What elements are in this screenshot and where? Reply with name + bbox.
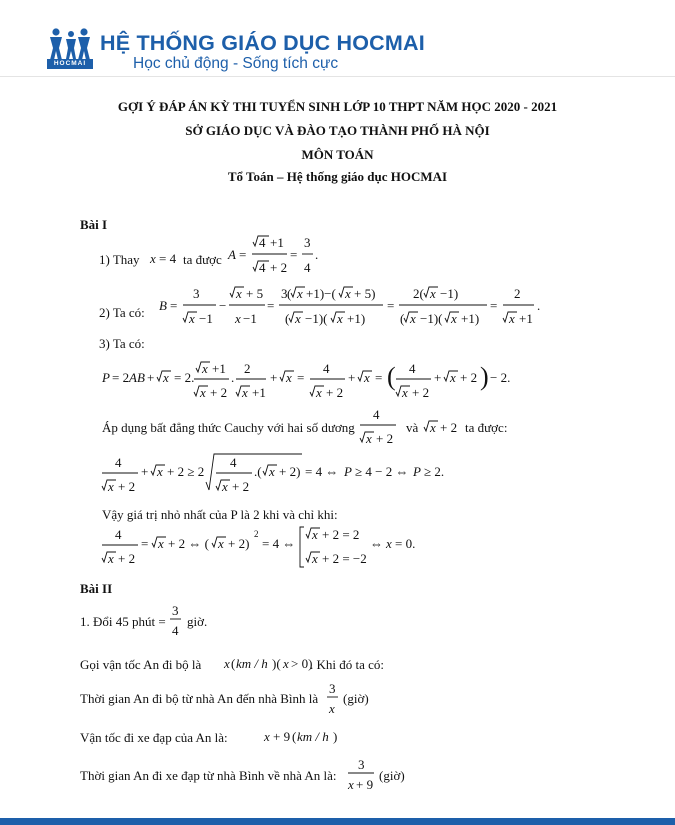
math-x-eq-4 bbox=[150, 250, 180, 266]
bai2-l3-prefix: Thời gian An đi bộ từ nhà An đến nhà Bình là bbox=[80, 691, 319, 706]
svg-text:x: x bbox=[222, 479, 228, 494]
svg-text:A: A bbox=[228, 247, 236, 262]
svg-text:x: x bbox=[236, 286, 242, 301]
svg-text:x: x bbox=[108, 479, 114, 494]
svg-text:−1)(: −1)( bbox=[305, 311, 328, 326]
svg-text:+1): +1) bbox=[461, 311, 480, 326]
math-3-over-4 bbox=[170, 604, 184, 640]
svg-text:−1: −1 bbox=[243, 311, 257, 326]
math-cauchy-inequality bbox=[102, 452, 462, 498]
svg-text:4: 4 bbox=[304, 260, 311, 275]
svg-text:+1: +1 bbox=[212, 361, 226, 376]
svg-text:+ 9: + 9 bbox=[356, 777, 374, 792]
svg-text:x: x bbox=[345, 286, 351, 301]
svg-text:P: P bbox=[102, 370, 110, 385]
bai2-l5-suffix: (giờ) bbox=[379, 768, 405, 783]
svg-text:x: x bbox=[348, 777, 354, 792]
math-3-over-x-plus-9 bbox=[348, 758, 378, 794]
svg-text:x: x bbox=[189, 311, 195, 326]
svg-text:4: 4 bbox=[323, 361, 330, 376]
math-eq-b bbox=[159, 282, 559, 332]
bai1-p3-prefix: 3) Ta có: bbox=[99, 336, 145, 351]
hocmai-logo-icon bbox=[47, 28, 93, 62]
svg-text:4: 4 bbox=[259, 235, 266, 250]
section-heading-bai2: Bài II bbox=[80, 581, 113, 596]
svg-text:=: = bbox=[490, 298, 498, 313]
svg-text:x: x bbox=[430, 286, 436, 301]
bai1-p1-mid: ta được bbox=[183, 252, 222, 267]
svg-text:P: P bbox=[344, 464, 352, 479]
doc-title-line3: MÔN TOÁN bbox=[301, 147, 374, 162]
math-equality-condition bbox=[102, 524, 442, 570]
svg-text:4: 4 bbox=[409, 361, 416, 376]
svg-text:+ 2: + 2 bbox=[210, 385, 228, 400]
svg-text:x: x bbox=[163, 370, 169, 385]
svg-text:≥ 4 − 2 ⇔: ≥ 4 − 2 ⇔ bbox=[355, 464, 409, 479]
math-eq-a bbox=[228, 234, 338, 278]
svg-text:+ 2: + 2 bbox=[118, 551, 136, 566]
bai2-l4-prefix: Vận tốc đi xe đạp của An là: bbox=[80, 730, 228, 745]
svg-text:km / h: km / h bbox=[297, 729, 329, 744]
math-3-over-x bbox=[327, 682, 341, 718]
svg-text:x: x bbox=[410, 311, 416, 326]
svg-text:+ 2 ≥ 2: + 2 ≥ 2 bbox=[167, 464, 205, 479]
svg-text:(: ( bbox=[400, 311, 405, 326]
bai1-p1-prefix: 1) Thay bbox=[99, 252, 140, 267]
doc-title-line4: Tổ Toán – Hệ thống giáo dục HOCMAI bbox=[227, 169, 448, 184]
math-eq-p bbox=[102, 358, 542, 404]
svg-text:): ) bbox=[480, 362, 489, 391]
svg-text:=: = bbox=[387, 298, 395, 313]
svg-text:x: x bbox=[283, 656, 289, 671]
svg-text:(: ( bbox=[231, 656, 236, 671]
svg-text:+1): +1) bbox=[347, 311, 366, 326]
svg-text:=: = bbox=[375, 370, 383, 385]
svg-text:P: P bbox=[413, 464, 421, 479]
svg-text:3: 3 bbox=[358, 757, 365, 772]
svg-text:⇔: ⇔ bbox=[370, 536, 383, 551]
svg-text:= 4: = 4 bbox=[159, 251, 177, 266]
svg-text:x: x bbox=[312, 551, 318, 566]
svg-text:x: x bbox=[402, 385, 408, 400]
svg-text:(: ( bbox=[292, 729, 297, 744]
svg-text:=: = bbox=[290, 247, 298, 262]
svg-text:= 4 ⇔: = 4 ⇔ bbox=[305, 464, 339, 479]
svg-text:+ 5): + 5) bbox=[354, 286, 376, 301]
svg-text:2: 2 bbox=[514, 286, 521, 301]
cauchy-prefix: Áp dụng bất đẳng thức Cauchy với hai số dương bbox=[102, 420, 355, 435]
svg-text:4: 4 bbox=[115, 527, 122, 542]
svg-text:(: ( bbox=[287, 286, 292, 301]
svg-text:+: + bbox=[141, 464, 149, 479]
svg-text:= 2: = 2 bbox=[112, 370, 130, 385]
svg-text:+: + bbox=[270, 370, 278, 385]
svg-text:+ 2: + 2 bbox=[118, 479, 136, 494]
svg-text:4: 4 bbox=[172, 623, 179, 638]
svg-text:≥ 2.: ≥ 2. bbox=[424, 464, 445, 479]
svg-text:= 0.: = 0. bbox=[395, 536, 416, 551]
slogan: Học chủ động - Sống tích cực bbox=[133, 55, 339, 72]
svg-text:− 2.: − 2. bbox=[490, 370, 511, 385]
svg-text:x: x bbox=[316, 385, 322, 400]
svg-text:4: 4 bbox=[259, 260, 266, 275]
svg-text:4: 4 bbox=[230, 455, 237, 470]
svg-text:+ 2): + 2) bbox=[228, 536, 250, 551]
svg-text:(: ( bbox=[387, 362, 396, 391]
svg-text:x: x bbox=[386, 536, 392, 551]
svg-text:x: x bbox=[364, 370, 370, 385]
svg-text:3: 3 bbox=[172, 603, 179, 618]
svg-text:+1: +1 bbox=[270, 235, 284, 250]
svg-text:(: ( bbox=[285, 311, 290, 326]
math-bike-velocity bbox=[264, 725, 344, 745]
doc-title-line1: GỢI Ý ĐÁP ÁN KỲ THI TUYỂN SINH LỚP 10 THPT NĂM HỌC 2020 - 2021 bbox=[117, 99, 558, 114]
svg-text:4: 4 bbox=[373, 407, 380, 422]
svg-text:+1: +1 bbox=[519, 311, 533, 326]
svg-text:+ 2: + 2 bbox=[270, 260, 288, 275]
svg-text:=: = bbox=[239, 247, 247, 262]
svg-text:x: x bbox=[218, 536, 224, 551]
brand-name: HỆ THỐNG GIÁO DỤC HOCMAI bbox=[100, 31, 425, 55]
doc-title-line2: SỞ GIÁO DỤC VÀ ĐÀO TẠO THÀNH PHỐ HÀ NỘI bbox=[185, 123, 490, 138]
svg-text:+ 2 = −2: + 2 = −2 bbox=[322, 551, 367, 566]
svg-text:x: x bbox=[108, 551, 114, 566]
svg-text:x: x bbox=[202, 361, 208, 376]
svg-text:+ 2 ⇔ (: + 2 ⇔ ( bbox=[168, 536, 209, 551]
footer-bar bbox=[0, 818, 675, 825]
svg-text:+ 2: + 2 bbox=[376, 431, 394, 446]
svg-text:x: x bbox=[200, 385, 206, 400]
svg-text:x: x bbox=[337, 311, 343, 326]
svg-text:+ 9: + 9 bbox=[273, 729, 291, 744]
svg-text:3: 3 bbox=[193, 286, 200, 301]
svg-text:2: 2 bbox=[244, 361, 251, 376]
svg-text:3: 3 bbox=[329, 681, 336, 696]
bai2-l3-suffix: (giờ) bbox=[343, 691, 369, 706]
svg-text:x: x bbox=[509, 311, 515, 326]
math-4-over-sqrtx2 bbox=[360, 406, 404, 450]
svg-text:x: x bbox=[235, 311, 241, 326]
svg-text:+: + bbox=[147, 370, 155, 385]
svg-text:+ 2: + 2 bbox=[232, 479, 250, 494]
svg-text:4: 4 bbox=[115, 455, 122, 470]
svg-text:+ 2: + 2 bbox=[412, 385, 430, 400]
svg-text:x: x bbox=[224, 656, 230, 671]
svg-text:AB: AB bbox=[129, 370, 145, 385]
svg-text:+: + bbox=[348, 370, 356, 385]
bai2-l2-prefix: Gọi vận tốc An đi bộ là bbox=[80, 657, 202, 672]
svg-text:+1: +1 bbox=[252, 385, 266, 400]
svg-text:+ 2): + 2) bbox=[279, 464, 301, 479]
svg-text:x: x bbox=[150, 251, 156, 266]
svg-text:+ 2: + 2 bbox=[326, 385, 344, 400]
svg-text:x: x bbox=[286, 370, 292, 385]
svg-text:+ 2: + 2 bbox=[460, 370, 478, 385]
section-heading-bai1: Bài I bbox=[80, 217, 108, 232]
svg-text:x: x bbox=[295, 311, 301, 326]
svg-text:)(: )( bbox=[272, 656, 281, 671]
svg-text:x: x bbox=[264, 729, 270, 744]
svg-text:x: x bbox=[297, 286, 303, 301]
svg-text:x: x bbox=[242, 385, 248, 400]
svg-text:= 4 ⇔: = 4 ⇔ bbox=[262, 536, 296, 551]
min-value-line: Vậy giá trị nhỏ nhất của P là 2 khi và chỉ khi: bbox=[102, 507, 338, 522]
svg-text:= 2.: = 2. bbox=[174, 370, 195, 385]
cauchy-mid: và bbox=[406, 420, 419, 435]
header-divider bbox=[0, 76, 675, 77]
svg-text:3: 3 bbox=[304, 235, 311, 250]
svg-text:km / h: km / h bbox=[236, 656, 268, 671]
svg-text:x: x bbox=[450, 370, 456, 385]
svg-text:.: . bbox=[231, 370, 235, 385]
svg-text:−: − bbox=[219, 298, 227, 313]
svg-text:): ) bbox=[333, 729, 338, 744]
svg-text:+ 5: + 5 bbox=[246, 286, 264, 301]
cauchy-suffix: ta được: bbox=[465, 420, 508, 435]
bai1-p2-prefix: 2) Ta có: bbox=[99, 305, 145, 320]
svg-text:=: = bbox=[267, 298, 275, 313]
svg-text:=: = bbox=[170, 298, 178, 313]
bai2-l5-prefix: Thời gian An đi xe đạp từ nhà Bình về nhà An là: bbox=[80, 768, 337, 783]
svg-text:x: x bbox=[312, 527, 318, 542]
svg-text:.(: .( bbox=[254, 464, 262, 479]
svg-text:−1)(: −1)( bbox=[420, 311, 443, 326]
svg-text:x: x bbox=[366, 431, 372, 446]
svg-text:+ 2: + 2 bbox=[440, 420, 458, 435]
svg-text:−1: −1 bbox=[199, 311, 213, 326]
svg-text:.: . bbox=[315, 247, 319, 262]
logo-band: HOCMAI bbox=[47, 59, 93, 69]
svg-text:=: = bbox=[297, 370, 305, 385]
svg-text:−1): −1) bbox=[440, 286, 459, 301]
svg-text:x: x bbox=[269, 464, 275, 479]
svg-text:.: . bbox=[537, 298, 541, 313]
svg-text:> 0): > 0) bbox=[291, 656, 313, 671]
bai2-l1-prefix: 1. Đổi 45 phút = bbox=[80, 614, 166, 629]
svg-text:+1)−(: +1)−( bbox=[306, 286, 336, 301]
svg-text:B: B bbox=[159, 298, 167, 313]
svg-text:x: x bbox=[158, 536, 164, 551]
svg-text:+: + bbox=[434, 370, 442, 385]
svg-text:=: = bbox=[141, 536, 149, 551]
bai2-l2-suffix: . Khi đó ta có: bbox=[310, 657, 385, 672]
svg-text:2: 2 bbox=[254, 529, 259, 539]
svg-text:+ 2 = 2: + 2 = 2 bbox=[322, 527, 360, 542]
bai2-l1-suffix: giờ. bbox=[187, 614, 208, 629]
svg-text:x: x bbox=[329, 701, 335, 716]
svg-text:2(: 2( bbox=[413, 286, 424, 301]
svg-text:3: 3 bbox=[281, 286, 288, 301]
math-sqrtx-plus-2 bbox=[424, 418, 464, 436]
svg-text:x: x bbox=[157, 464, 163, 479]
svg-text:x: x bbox=[430, 420, 436, 435]
svg-text:x: x bbox=[451, 311, 457, 326]
